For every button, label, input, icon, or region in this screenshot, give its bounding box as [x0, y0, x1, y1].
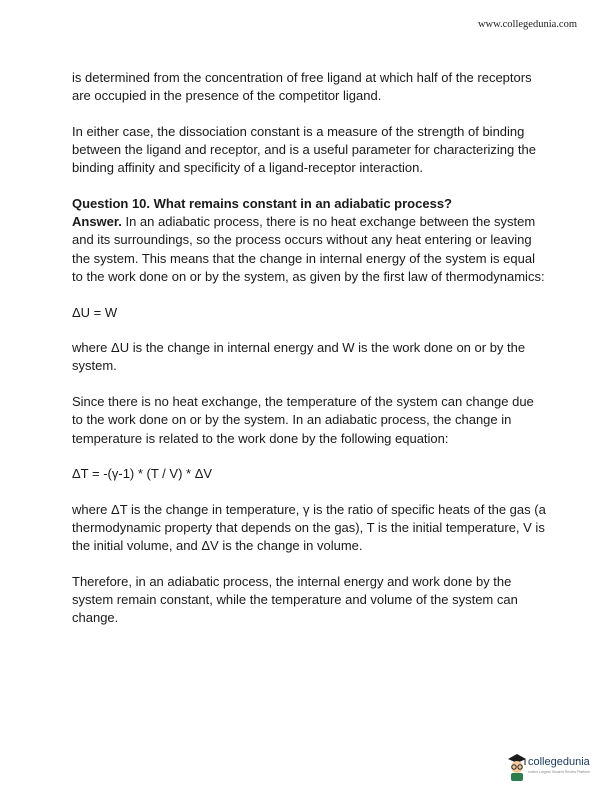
paragraph: In either case, the dissociation constant is a measure of the strength of binding between the ligand and receptor, and is a useful parameter for characterizing the binding affinity and specificity of a ligand-receptor interaction.	[72, 123, 536, 176]
logo-wordmark: collegedunia	[528, 756, 590, 768]
document-body	[72, 69, 547, 645]
equation: ΔT = -(γ-1) * (T / V) * ΔV	[72, 466, 213, 482]
equation: ΔU = W	[72, 304, 118, 320]
collegedunia-logo[interactable]	[506, 752, 606, 784]
paragraph: is determined from the concentration of free ligand at which half of the receptors are occupied in the presence of the competitor ligand.	[72, 70, 532, 104]
question-heading: Question 10. What remains constant in an adiabatic process?	[72, 196, 452, 212]
answer-text: In an adiabatic process, there is no heat exchange between the system and its surroundings, so the process occurs without any heat entering or leaving the system. This means that the change in internal energy of the system is equal to the work done on or by the system, as given by the first law of thermodynamics:	[72, 214, 545, 284]
paragraph: Therefore, in an adiabatic process, the internal energy and work done by the system remain constant, while the temperature and volume of the system can change.	[72, 574, 518, 626]
site-url[interactable]: www.collegedunia.com	[477, 19, 577, 30]
answer-label: Answer.	[72, 214, 122, 230]
paragraph: where ΔT is the change in temperature, γ is the ratio of specific heats of the gas (a thermodynamic property that depends on the gas), T is the initial temperature, V is the initial volume, and ΔV is the change in volume.	[72, 501, 546, 554]
paragraph: Since there is no heat exchange, the temperature of the system can change due to the work done on or by the system. In an adiabatic process, the change in temperature is related to the work done by the following equation:	[72, 394, 534, 446]
question-block	[72, 195, 547, 286]
paragraph: where ΔU is the change in internal energy and W is the work done on or by the system.	[72, 340, 526, 374]
logo-tagline: India's Largest Student Review Platform	[528, 770, 591, 774]
mascot-icon	[506, 752, 528, 782]
